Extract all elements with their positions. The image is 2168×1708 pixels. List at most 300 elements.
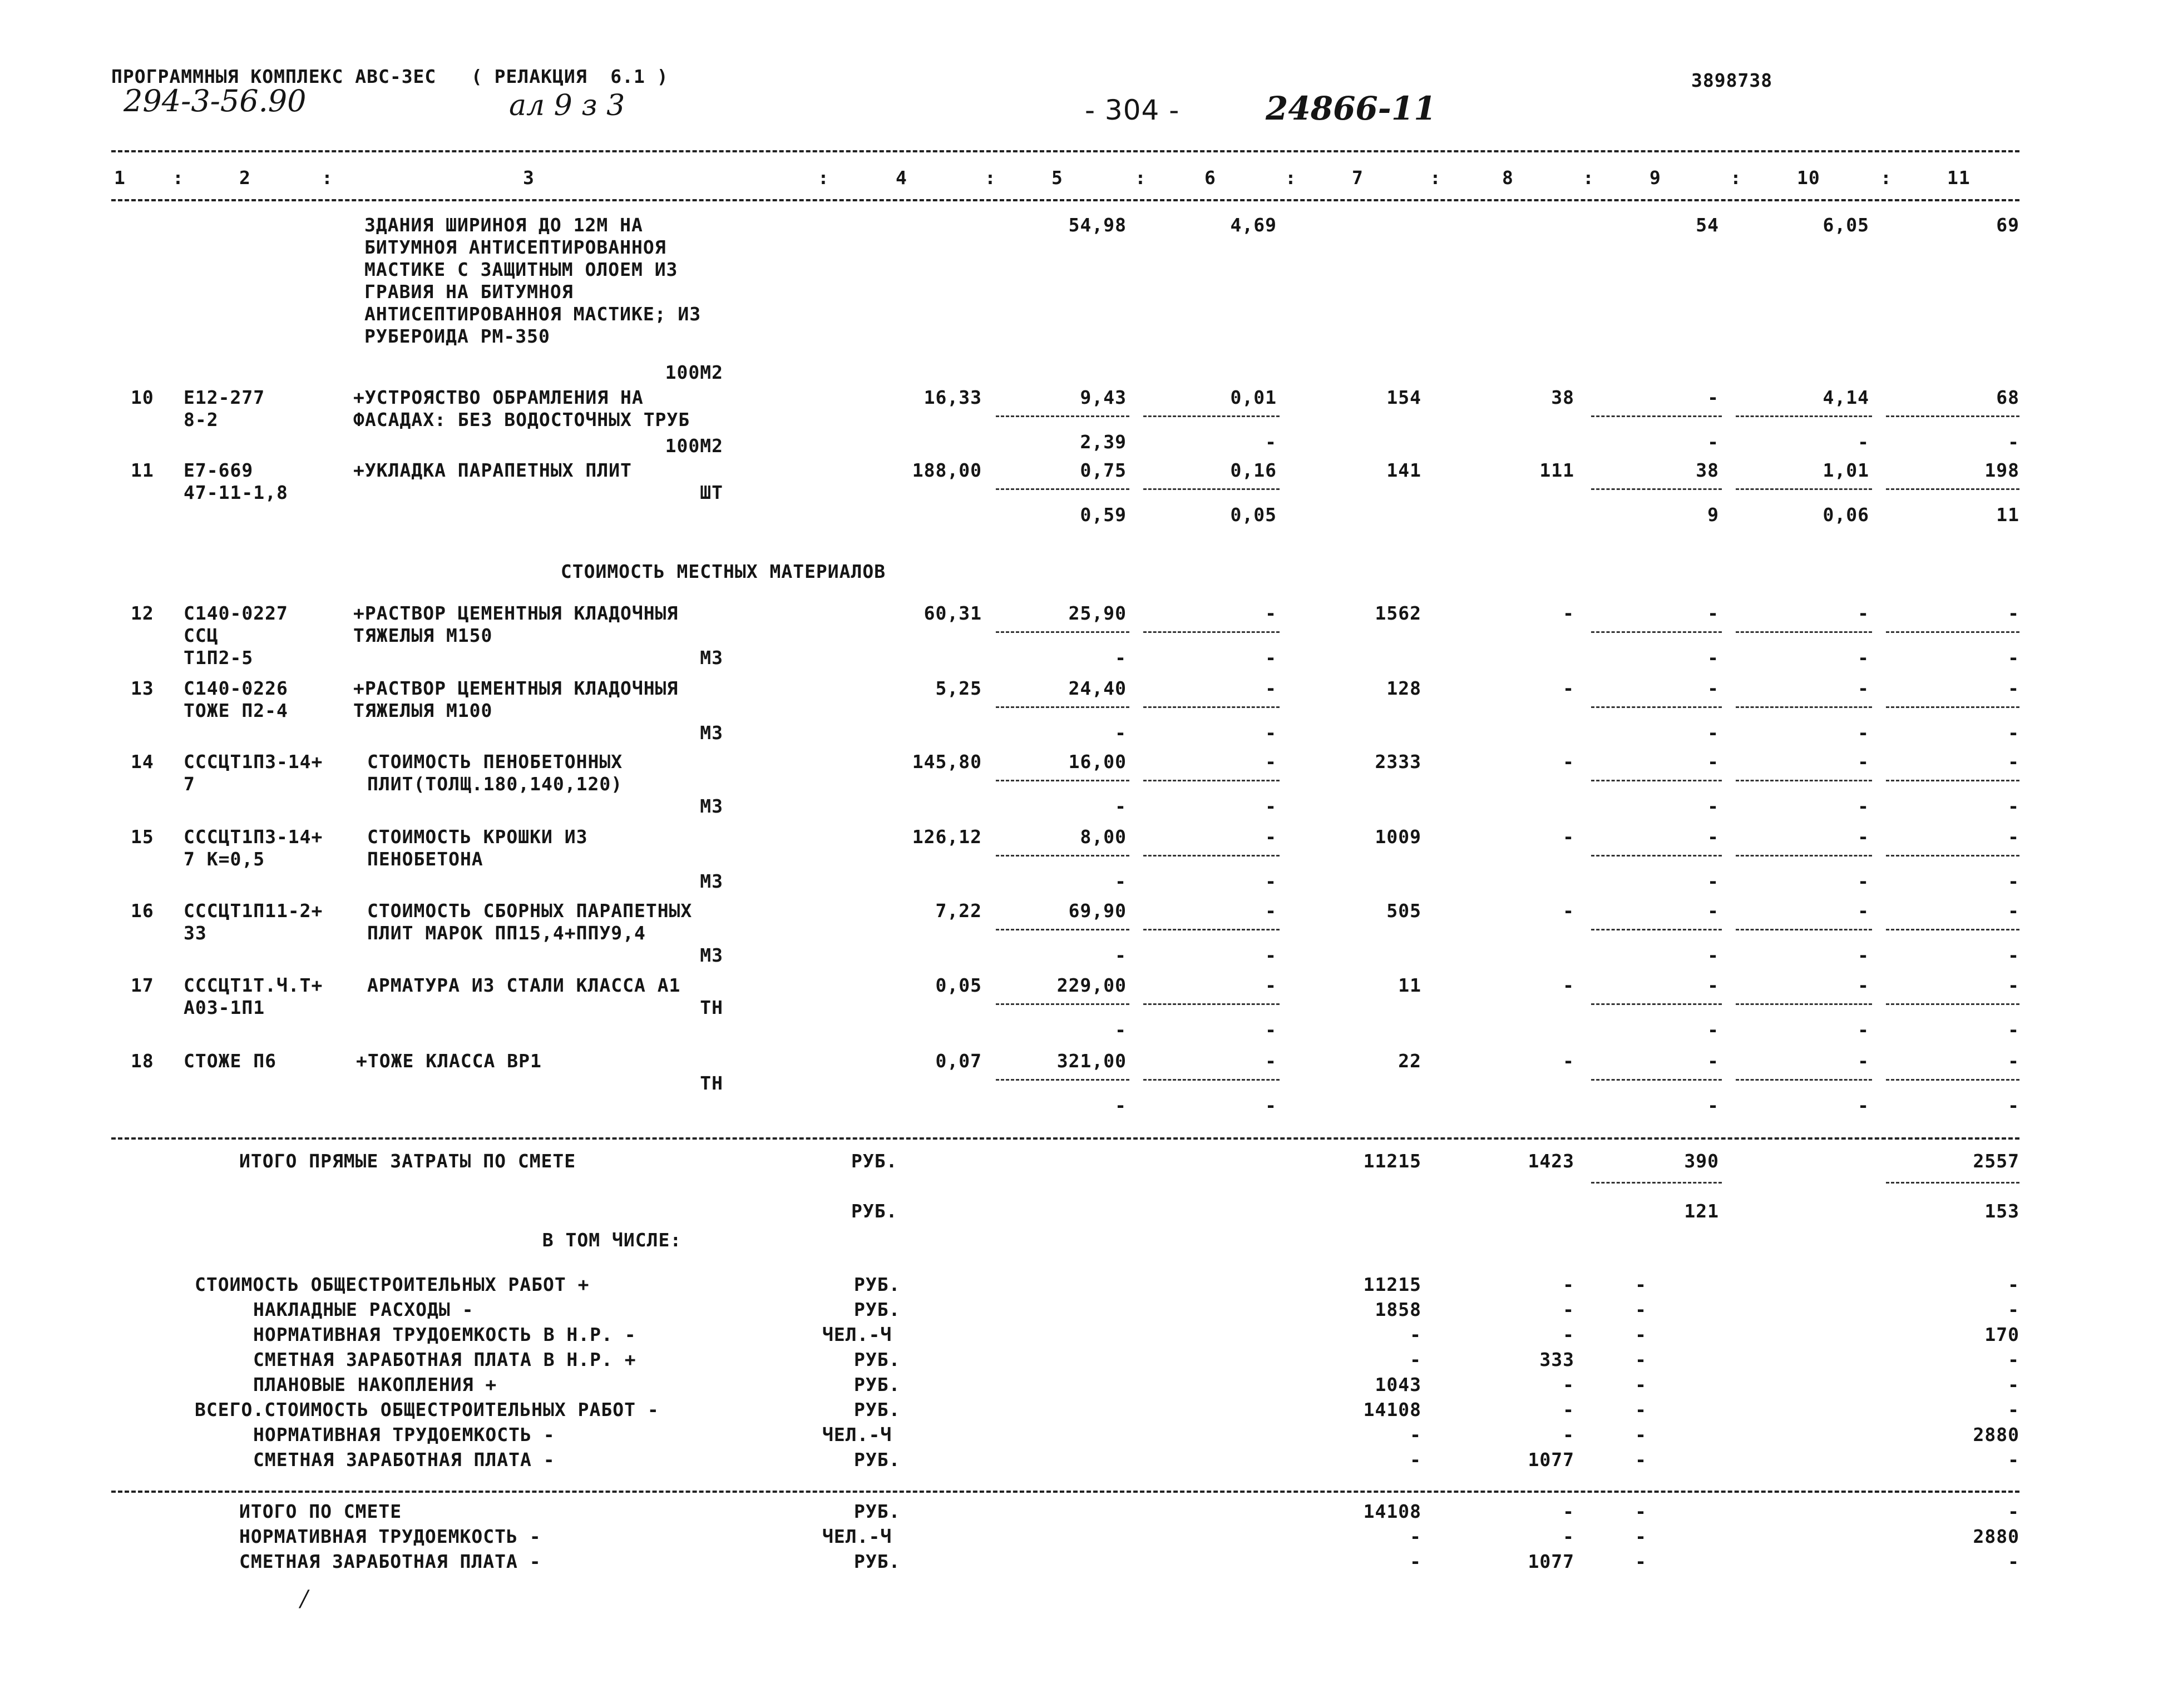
- sub-rule: [1886, 855, 2019, 857]
- rate-code: СССЦТ1Т.Ч.Т+: [184, 974, 323, 996]
- work-description: +РАСТВОР ЦЕМЕНТНЫЯ КЛАДОЧНЫЯ: [353, 602, 679, 624]
- cell-col-6: 4,69: [1230, 214, 1277, 236]
- cell-col-11: -: [2008, 677, 2019, 699]
- row-number: 10: [131, 387, 154, 408]
- work-description: АНТИСЕПТИРОВАННОЯ МАСТИКЕ; ИЗ: [364, 303, 702, 325]
- cell-col-10: -: [1858, 974, 1869, 996]
- handwritten-mark: /: [300, 1586, 308, 1612]
- cell-col-7: 2333: [1375, 751, 1421, 773]
- sub-rule: [1591, 631, 1722, 633]
- cell-col-6: 0,16: [1230, 459, 1277, 481]
- cell-col-6: -: [1265, 870, 1277, 892]
- rate-code: Е7-669: [184, 459, 254, 481]
- cell-col-11: -: [2008, 647, 2019, 669]
- total-col-9-sub: 121: [1684, 1200, 1719, 1222]
- breakdown-col-9: -: [1635, 1374, 1647, 1395]
- cell-col-9: 54: [1696, 214, 1719, 236]
- cell-col-10: -: [1858, 677, 1869, 699]
- total-col-11-sub: 153: [1984, 1200, 2019, 1222]
- sub-rule: [996, 1079, 1129, 1081]
- cell-col-9: -: [1707, 1095, 1719, 1116]
- cell-col-8: -: [1563, 751, 1574, 773]
- column-separator: :: [1135, 167, 1147, 189]
- work-description: ГРАВИЯ НА БИТУМНОЯ: [364, 281, 574, 303]
- column-separator: :: [1430, 167, 1441, 189]
- sub-rule: [1143, 631, 1280, 633]
- cell-col-5: 8,00: [1080, 826, 1127, 848]
- final-col-11: -: [2008, 1551, 2019, 1572]
- cell-col-7: 505: [1386, 900, 1421, 922]
- cell-col-11: 11: [1996, 504, 2019, 526]
- cell-col-7: 128: [1386, 677, 1421, 699]
- row-number: 11: [131, 459, 154, 481]
- final-col-11: -: [2008, 1501, 2019, 1522]
- breakdown-label: ПЛАНОВЫЕ НАКОПЛЕНИЯ +: [253, 1374, 497, 1395]
- sub-rule: [1886, 1182, 2019, 1184]
- sub-rule: [1143, 488, 1280, 490]
- sub-rule: [1736, 1003, 1872, 1005]
- final-label: СМЕТНАЯ ЗАРАБОТНАЯ ПЛАТА -: [239, 1551, 541, 1572]
- final-unit: ЧЕЛ.-Ч: [822, 1526, 892, 1547]
- unit-of-measure: ТН: [700, 1072, 723, 1094]
- sub-rule: [1591, 706, 1722, 708]
- breakdown-col-8: -: [1563, 1374, 1574, 1395]
- cell-col-5: 9,43: [1080, 387, 1127, 408]
- breakdown-col-8: -: [1563, 1424, 1574, 1445]
- program-title: ПРОГРАММНЫЯ КОМПЛЕКС АВС-ЗЕС ( РЕЛАКЦИЯ 6.1 ): [111, 66, 669, 87]
- cell-col-11: -: [2008, 431, 2019, 453]
- column-header-7: 7: [1352, 167, 1364, 189]
- breakdown-col-7: 1043: [1375, 1374, 1421, 1395]
- materials-heading: СТОИМОСТЬ МЕСТНЫХ МАТЕРИАЛОВ: [560, 561, 886, 582]
- cell-col-6: -: [1265, 677, 1277, 699]
- sub-rule: [1143, 1079, 1280, 1081]
- sub-rule: [1143, 780, 1280, 781]
- cell-col-9: -: [1707, 751, 1719, 773]
- work-description: РУБЕРОИДА РМ-350: [364, 325, 550, 347]
- final-col-9: -: [1635, 1501, 1647, 1522]
- cell-col-4: 126,12: [912, 826, 982, 848]
- unit-of-measure: М3: [700, 647, 723, 669]
- rate-code: 7 К=0,5: [184, 848, 265, 870]
- cell-col-10: -: [1858, 826, 1869, 848]
- breakdown-col-9: -: [1635, 1274, 1647, 1295]
- sub-rule: [996, 855, 1129, 857]
- cell-col-5: -: [1115, 870, 1127, 892]
- sub-rule: [1591, 929, 1722, 930]
- breakdown-unit: РУБ.: [854, 1449, 901, 1471]
- column-header-8: 8: [1502, 167, 1514, 189]
- cell-col-9: -: [1707, 870, 1719, 892]
- breakdown-col-7: -: [1410, 1324, 1421, 1345]
- unit-of-measure: М3: [700, 722, 723, 744]
- work-description: ТЯЖЕЛЫЯ М150: [353, 625, 493, 646]
- column-separator: :: [172, 167, 184, 189]
- cell-col-9: -: [1707, 795, 1719, 817]
- cell-col-8: -: [1563, 826, 1574, 848]
- rate-code: Т1П2-5: [184, 647, 254, 669]
- cell-col-9: -: [1707, 647, 1719, 669]
- work-description: +ТОЖЕ КЛАССА ВР1: [356, 1050, 542, 1072]
- cell-col-5: 25,90: [1068, 602, 1127, 624]
- breakdown-col-7: -: [1410, 1349, 1421, 1370]
- unit-of-measure: М3: [700, 795, 723, 817]
- breakdown-col-8: -: [1563, 1399, 1574, 1420]
- cell-col-11: -: [2008, 900, 2019, 922]
- breakdown-col-7: -: [1410, 1424, 1421, 1445]
- cell-col-6: -: [1265, 722, 1277, 744]
- column-header-5: 5: [1051, 167, 1063, 189]
- sub-rule: [1886, 415, 2019, 417]
- direct-costs-label: ИТОГО ПРЯМЫЕ ЗАТРАТЫ ПО СМЕТЕ: [239, 1150, 576, 1172]
- rate-code: 33: [184, 922, 207, 944]
- cell-col-5: 16,00: [1068, 751, 1127, 773]
- cell-col-5: -: [1115, 1019, 1127, 1041]
- final-totals-rule: [111, 1491, 2019, 1493]
- breakdown-col-11: 170: [1984, 1324, 2019, 1345]
- rate-code: СССЦТ1П3-14+: [184, 751, 323, 773]
- total-col-11: 2557: [1973, 1150, 2019, 1172]
- sub-rule: [1886, 780, 2019, 781]
- final-col-7: -: [1410, 1526, 1421, 1547]
- sub-rule: [1143, 1003, 1280, 1005]
- sub-rule: [996, 488, 1129, 490]
- cell-col-6: 0,05: [1230, 504, 1277, 526]
- row-number: 14: [131, 751, 154, 773]
- cell-col-5: 229,00: [1056, 974, 1127, 996]
- rate-code: ССЦ: [184, 625, 219, 646]
- rate-code: 8-2: [184, 409, 219, 430]
- cell-col-4: 7,22: [935, 900, 982, 922]
- cell-col-7: 1009: [1375, 826, 1421, 848]
- rate-code: С140-0226: [184, 677, 288, 699]
- cell-col-5: 69,90: [1068, 900, 1127, 922]
- cell-col-9: -: [1707, 944, 1719, 966]
- work-description: СТОИМОСТЬ ПЕНОБЕТОННЫХ: [367, 751, 623, 773]
- breakdown-col-9: -: [1635, 1424, 1647, 1445]
- final-col-9: -: [1635, 1526, 1647, 1547]
- breakdown-col-11: -: [2008, 1299, 2019, 1320]
- cell-col-6: -: [1265, 751, 1277, 773]
- cell-col-10: -: [1858, 900, 1869, 922]
- cell-col-9: -: [1707, 1019, 1719, 1041]
- breakdown-col-9: -: [1635, 1349, 1647, 1370]
- cell-col-6: -: [1265, 1050, 1277, 1072]
- unit-rub: РУБ.: [851, 1150, 898, 1172]
- work-description: ПЛИТ(ТОЛЩ.180,140,120): [367, 773, 623, 795]
- sub-rule: [1736, 631, 1872, 633]
- cell-col-11: 68: [1996, 387, 2019, 408]
- sub-rule: [1736, 415, 1872, 417]
- breakdown-col-8: -: [1563, 1274, 1574, 1295]
- cell-col-8: -: [1563, 900, 1574, 922]
- cell-col-11: -: [2008, 722, 2019, 744]
- cell-col-10: 1,01: [1823, 459, 1869, 481]
- cell-col-9: 9: [1707, 504, 1719, 526]
- breakdown-label: СМЕТНАЯ ЗАРАБОТНАЯ ПЛАТА -: [253, 1449, 555, 1471]
- page-number: - 304 -: [1085, 94, 1180, 126]
- cell-col-5: -: [1115, 795, 1127, 817]
- final-col-9: -: [1635, 1551, 1647, 1572]
- breakdown-label: НОРМАТИВНАЯ ТРУДОЕМКОСТЬ В Н.Р. -: [253, 1324, 636, 1345]
- cell-col-10: -: [1858, 1019, 1869, 1041]
- cell-col-4: 16,33: [924, 387, 982, 408]
- work-description: ЗДАНИЯ ШИРИНОЯ ДО 12М НА: [364, 214, 643, 236]
- unit-of-measure: М3: [700, 870, 723, 892]
- rate-code: ТОЖЕ П2-4: [184, 700, 288, 721]
- final-col-11: 2880: [1973, 1526, 2019, 1547]
- final-col-7: 14108: [1363, 1501, 1421, 1522]
- cell-col-11: 198: [1984, 459, 2019, 481]
- cell-col-4: 5,25: [935, 677, 982, 699]
- sub-rule: [1591, 855, 1722, 857]
- cell-col-8: 38: [1551, 387, 1574, 408]
- breakdown-col-7: -: [1410, 1449, 1421, 1471]
- cell-col-10: -: [1858, 870, 1869, 892]
- column-header-2: 2: [239, 167, 251, 189]
- totals-rule: [111, 1137, 2019, 1140]
- cell-col-11: -: [2008, 602, 2019, 624]
- breakdown-col-11: -: [2008, 1374, 2019, 1395]
- cell-col-5: 0,59: [1080, 504, 1127, 526]
- breakdown-label: НАКЛАДНЫЕ РАСХОДЫ -: [253, 1299, 474, 1320]
- cell-col-11: -: [2008, 1095, 2019, 1116]
- column-header-9: 9: [1650, 167, 1661, 189]
- cell-col-4: 145,80: [912, 751, 982, 773]
- rate-code: Е12-277: [184, 387, 265, 408]
- unit-of-measure: ШТ: [700, 482, 723, 503]
- breakdown-col-8: 333: [1539, 1349, 1574, 1370]
- sub-rule: [1736, 855, 1872, 857]
- cell-col-7: 154: [1386, 387, 1421, 408]
- sub-rule: [1591, 1003, 1722, 1005]
- row-number: 18: [131, 1050, 154, 1072]
- cell-col-5: -: [1115, 944, 1127, 966]
- sub-rule: [1736, 929, 1872, 930]
- cell-col-4: 0,07: [935, 1050, 982, 1072]
- cell-col-9: -: [1707, 602, 1719, 624]
- breakdown-col-9: -: [1635, 1399, 1647, 1420]
- total-col-8: 1423: [1528, 1150, 1574, 1172]
- rate-code: СССЦТ1П11-2+: [184, 900, 323, 922]
- sub-rule: [1143, 706, 1280, 708]
- cell-col-7: 141: [1386, 459, 1421, 481]
- rate-code: 7: [184, 773, 195, 795]
- column-header-4: 4: [896, 167, 907, 189]
- row-number: 15: [131, 826, 154, 848]
- breakdown-col-7: 14108: [1363, 1399, 1421, 1420]
- breakdown-col-9: -: [1635, 1449, 1647, 1471]
- cell-col-9: -: [1707, 1050, 1719, 1072]
- breakdown-unit: ЧЕЛ.-Ч: [822, 1424, 892, 1445]
- cell-col-10: -: [1858, 602, 1869, 624]
- column-separator: :: [1285, 167, 1297, 189]
- column-header-1: 1: [114, 167, 126, 189]
- breakdown-col-7: 1858: [1375, 1299, 1421, 1320]
- column-separator: :: [1730, 167, 1742, 189]
- row-number: 13: [131, 677, 154, 699]
- sub-rule: [1591, 1079, 1722, 1081]
- breakdown-label: НОРМАТИВНАЯ ТРУДОЕМКОСТЬ -: [253, 1424, 555, 1445]
- row-number: 16: [131, 900, 154, 922]
- row-number: 12: [131, 602, 154, 624]
- cell-col-6: -: [1265, 900, 1277, 922]
- cell-col-8: -: [1563, 602, 1574, 624]
- work-description: ПЕНОБЕТОНА: [367, 848, 483, 870]
- sub-rule: [1886, 706, 2019, 708]
- cell-col-10: -: [1858, 431, 1869, 453]
- cell-col-9: -: [1707, 826, 1719, 848]
- sub-rule: [1736, 1079, 1872, 1081]
- breakdown-col-11: 2880: [1973, 1424, 2019, 1445]
- total-col-9: 390: [1684, 1150, 1719, 1172]
- cell-col-11: -: [2008, 944, 2019, 966]
- breakdown-label: СТОИМОСТЬ ОБЩЕСТРОИТЕЛЬНЫХ РАБОТ +: [195, 1274, 590, 1295]
- final-label: НОРМАТИВНАЯ ТРУДОЕМКОСТЬ -: [239, 1526, 541, 1547]
- final-label: ИТОГО ПО СМЕТЕ: [239, 1501, 402, 1522]
- cell-col-10: -: [1858, 722, 1869, 744]
- breakdown-col-8: -: [1563, 1324, 1574, 1345]
- cell-col-11: -: [2008, 870, 2019, 892]
- sub-rule: [1886, 1079, 2019, 1081]
- cell-col-8: 111: [1539, 459, 1574, 481]
- breakdown-col-8: -: [1563, 1299, 1574, 1320]
- cell-col-4: 0,05: [935, 974, 982, 996]
- breakdown-col-11: -: [2008, 1349, 2019, 1370]
- row-number: 17: [131, 974, 154, 996]
- cell-col-6: -: [1265, 944, 1277, 966]
- sub-rule: [1591, 780, 1722, 781]
- sub-rule: [1886, 488, 2019, 490]
- work-description: СТОИМОСТЬ СБОРНЫХ ПАРАПЕТНЫХ: [367, 900, 693, 922]
- final-unit: РУБ.: [854, 1551, 901, 1572]
- cell-col-8: -: [1563, 1050, 1574, 1072]
- sub-rule: [1736, 488, 1872, 490]
- final-unit: РУБ.: [854, 1501, 901, 1522]
- rate-code: СТОЖЕ П6: [184, 1050, 276, 1072]
- handwritten-project-number: 294-3-56.90: [124, 83, 307, 118]
- cell-col-6: -: [1265, 431, 1277, 453]
- work-description: МАСТИКЕ С ЗАЩИТНЫМ ОЛОЕМ ИЗ: [364, 259, 678, 280]
- cell-col-10: 4,14: [1823, 387, 1869, 408]
- cell-col-10: -: [1858, 795, 1869, 817]
- final-col-7: -: [1410, 1551, 1421, 1572]
- cell-col-11: -: [2008, 751, 2019, 773]
- cell-col-4: 188,00: [912, 459, 982, 481]
- handwritten-code: 24866-11: [1266, 90, 1436, 127]
- cell-col-11: -: [2008, 795, 2019, 817]
- cell-col-5: -: [1115, 647, 1127, 669]
- sub-rule: [1736, 706, 1872, 708]
- sub-rule: [1591, 1182, 1722, 1184]
- sub-rule: [996, 415, 1129, 417]
- cell-col-10: -: [1858, 1050, 1869, 1072]
- sub-rule: [1143, 855, 1280, 857]
- sub-rule: [996, 780, 1129, 781]
- cell-col-11: -: [2008, 826, 2019, 848]
- work-description: ПЛИТ МАРОК ПП15,4+ППУ9,4: [367, 922, 646, 944]
- final-col-8: -: [1563, 1501, 1574, 1522]
- column-separator: :: [985, 167, 996, 189]
- breakdown-col-8: 1077: [1528, 1449, 1574, 1471]
- cell-col-6: 0,01: [1230, 387, 1277, 408]
- sub-rule: [1886, 631, 2019, 633]
- sub-rule: [996, 706, 1129, 708]
- sub-rule: [996, 631, 1129, 633]
- cell-col-10: 0,06: [1823, 504, 1869, 526]
- sub-rule: [996, 1003, 1129, 1005]
- final-col-8: 1077: [1528, 1551, 1574, 1572]
- cell-col-7: 11: [1398, 974, 1421, 996]
- cell-col-6: -: [1265, 826, 1277, 848]
- cell-col-5: 0,75: [1080, 459, 1127, 481]
- sub-rule: [1886, 1003, 2019, 1005]
- cell-col-9: 38: [1696, 459, 1719, 481]
- document-code: 3898738: [1691, 70, 1773, 91]
- breakdown-label: ВСЕГО.СТОИМОСТЬ ОБЩЕСТРОИТЕЛЬНЫХ РАБОТ -: [195, 1399, 659, 1420]
- cell-col-10: 6,05: [1823, 214, 1869, 236]
- work-description: +УКЛАДКА ПАРАПЕТНЫХ ПЛИТ: [353, 459, 632, 481]
- cell-col-4: 60,31: [924, 602, 982, 624]
- cell-col-9: -: [1707, 900, 1719, 922]
- work-description: АРМАТУРА ИЗ СТАЛИ КЛАССА А1: [367, 974, 681, 996]
- cell-col-5: 321,00: [1056, 1050, 1127, 1072]
- work-description: ФАСАДАХ: БЕЗ ВОДОСТОЧНЫХ ТРУБ: [353, 409, 690, 430]
- column-header-3: 3: [523, 167, 535, 189]
- unit-of-measure: 100М2: [665, 362, 723, 383]
- unit-of-measure: 100М2: [665, 435, 723, 457]
- column-header-11: 11: [1947, 167, 1971, 189]
- breakdown-label: СМЕТНАЯ ЗАРАБОТНАЯ ПЛАТА В Н.Р. +: [253, 1349, 636, 1370]
- rate-code: 47-11-1,8: [184, 482, 288, 503]
- breakdown-col-11: -: [2008, 1274, 2019, 1295]
- unit-rub: РУБ.: [851, 1200, 898, 1222]
- cell-col-10: -: [1858, 944, 1869, 966]
- cell-col-11: -: [2008, 1050, 2019, 1072]
- breakdown-unit: РУБ.: [854, 1399, 901, 1420]
- cell-col-5: 24,40: [1068, 677, 1127, 699]
- breakdown-col-9: -: [1635, 1299, 1647, 1320]
- cell-col-5: 2,39: [1080, 431, 1127, 453]
- work-description: +УСТРОЯСТВО ОБРАМЛЕНИЯ НА: [353, 387, 644, 408]
- breakdown-unit: РУБ.: [854, 1374, 901, 1395]
- breakdown-col-11: -: [2008, 1399, 2019, 1420]
- cell-col-5: 54,98: [1068, 214, 1127, 236]
- handwritten-album: ал 9 з 3: [509, 89, 625, 122]
- cell-col-9: -: [1707, 387, 1719, 408]
- cell-col-5: -: [1115, 722, 1127, 744]
- total-col-7: 11215: [1363, 1150, 1421, 1172]
- breakdown-col-9: -: [1635, 1324, 1647, 1345]
- work-description: БИТУМНОЯ АНТИСЕПТИРОВАННОЯ: [364, 236, 666, 258]
- cell-col-8: -: [1563, 677, 1574, 699]
- rate-code: А03-1П1: [184, 997, 265, 1018]
- column-separator: :: [1583, 167, 1594, 189]
- sub-rule: [1736, 780, 1872, 781]
- cell-col-7: 22: [1398, 1050, 1421, 1072]
- column-header-10: 10: [1797, 167, 1820, 189]
- cell-col-11: -: [2008, 1019, 2019, 1041]
- cell-col-7: 1562: [1375, 602, 1421, 624]
- sub-rule: [1143, 929, 1280, 930]
- final-col-8: -: [1563, 1526, 1574, 1547]
- work-description: +РАСТВОР ЦЕМЕНТНЫЯ КЛАДОЧНЫЯ: [353, 677, 679, 699]
- cell-col-6: -: [1265, 1095, 1277, 1116]
- work-description: ТЯЖЕЛЫЯ М100: [353, 700, 493, 721]
- sub-rule: [1591, 415, 1722, 417]
- including-label: В ТОМ ЧИСЛЕ:: [542, 1229, 682, 1251]
- sub-rule: [996, 929, 1129, 930]
